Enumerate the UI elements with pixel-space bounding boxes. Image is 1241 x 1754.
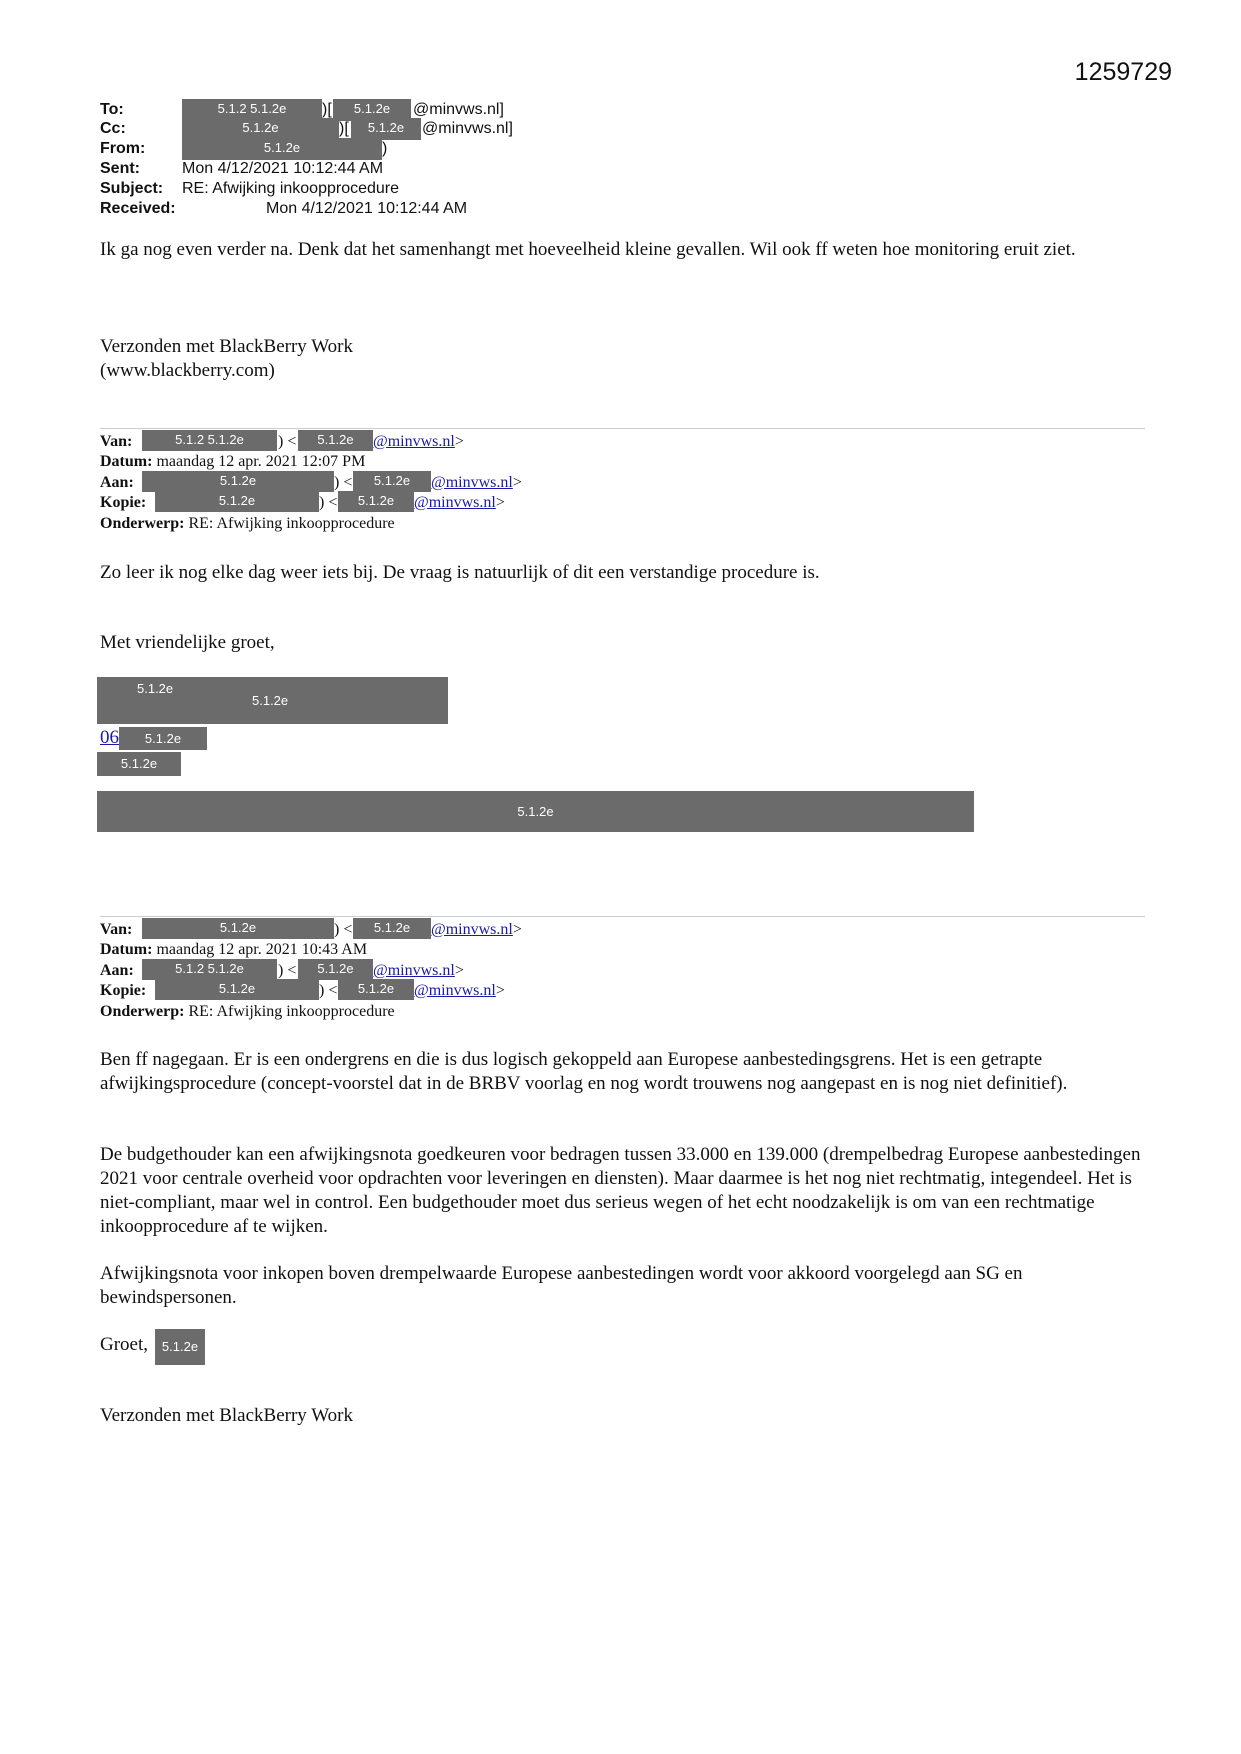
email3-kopie-email[interactable]: @minvws.nl> bbox=[414, 982, 505, 999]
email3-paragraph-2: De budgethouder kan een afwijkingsnota goedkeuren voor bedragen tussen 33.000 en 139.000 (drempelbedrag Europese aanbestedingen 2021 voor centrale overheid voor opdrachten voor leveringen en diensten). Maar daarmee is het nog niet rechtmatig, integendeel. Het is niet-compliant, maar wel in control. Een budgethouder moet dus serieus wegen of het echt noodzakelijk is om van een rechtmatige inkoopprocedure af te wijken. bbox=[100, 1144, 1141, 1237]
email3-kopie-sep: ) < bbox=[319, 982, 338, 999]
redaction: 5.1.2e bbox=[338, 979, 414, 1000]
email3-greeting: Groet, bbox=[100, 1334, 149, 1355]
email2-van-row bbox=[100, 432, 132, 452]
redaction: 5.1.2e bbox=[142, 471, 334, 492]
redaction: 5.1.2e bbox=[155, 491, 319, 512]
email1-subject-value: RE: Afwijking inkoopprocedure bbox=[182, 180, 400, 197]
email1-subject-label: Subject: bbox=[100, 180, 164, 197]
email1-sent-value: Mon 4/12/2021 10:12:44 AM bbox=[182, 160, 384, 177]
phone-prefix-row[interactable] bbox=[100, 726, 119, 750]
email3-datum-row bbox=[100, 940, 367, 960]
email1-to-label: To: bbox=[100, 101, 124, 118]
email1-to-sep: )[ bbox=[322, 101, 332, 118]
email2-aan-email[interactable]: @minvws.nl> bbox=[431, 474, 522, 491]
email2-kopie-row bbox=[100, 493, 146, 513]
email3-van-sep: ) < bbox=[334, 921, 353, 938]
redaction: 5.1.2e bbox=[142, 918, 334, 939]
email2-onderwerp-row bbox=[100, 514, 395, 534]
email2-greeting: Met vriendelijke groet, bbox=[100, 632, 275, 653]
email2-kopie-label: Kopie: bbox=[100, 494, 147, 511]
email-link[interactable]: @minvws.nl bbox=[373, 962, 455, 979]
email2-kopie-email[interactable]: @minvws.nl> bbox=[414, 494, 505, 511]
email1-from-tail: ) bbox=[382, 140, 388, 157]
email1-body: Ik ga nog even verder na. Denk dat het samenhangt met hoeveelheid kleine gevallen. Wil ook ff weten hoe monitoring eruit ziet. bbox=[100, 239, 1076, 260]
email3-aan-email[interactable]: @minvws.nl> bbox=[373, 962, 464, 979]
redaction: 5.1.2e bbox=[298, 430, 373, 451]
email3-kopie-label: Kopie: bbox=[100, 982, 147, 999]
signature-redaction-block bbox=[97, 677, 448, 724]
redaction: 5.1.2e bbox=[182, 118, 339, 140]
email2-onderwerp-label: Onderwerp: bbox=[100, 515, 185, 532]
email1-signature-line1: Verzonden met BlackBerry Work bbox=[100, 336, 353, 357]
email2-van-label: Van: bbox=[100, 433, 133, 450]
email3-signature: Verzonden met BlackBerry Work bbox=[100, 1405, 353, 1426]
redaction: 5.1.2e bbox=[97, 752, 181, 776]
email3-aan-sep: ) < bbox=[278, 962, 297, 979]
redaction: 5.1.2e bbox=[119, 727, 207, 750]
email-link[interactable]: @minvws.nl bbox=[373, 433, 455, 450]
email1-received-value: Mon 4/12/2021 10:12:44 AM bbox=[266, 200, 468, 217]
email-link[interactable]: @minvws.nl bbox=[431, 474, 513, 491]
email1-sent-label: Sent: bbox=[100, 160, 140, 177]
email3-van-email[interactable]: @minvws.nl> bbox=[431, 921, 522, 938]
phone-link[interactable]: 06 bbox=[100, 727, 119, 748]
email1-cc-tail: @minvws.nl] bbox=[422, 120, 513, 137]
redaction: 5.1.2 5.1.2e bbox=[142, 430, 277, 451]
email3-onderwerp-value: RE: Afwijking inkoopprocedure bbox=[188, 1003, 395, 1020]
email3-datum-label: Datum: bbox=[100, 941, 153, 958]
email-link[interactable]: @minvws.nl bbox=[414, 494, 496, 511]
email2-van-sep: ) < bbox=[278, 433, 297, 450]
email-link[interactable]: @minvws.nl bbox=[414, 982, 496, 999]
redaction: 5.1.2e bbox=[333, 99, 411, 121]
redaction: 5.1.2e bbox=[353, 471, 431, 492]
email3-datum-value: maandag 12 apr. 2021 10:43 AM bbox=[156, 941, 368, 958]
document-id: 1259729 bbox=[1074, 58, 1172, 86]
email3-onderwerp-row bbox=[100, 1002, 395, 1022]
email3-aan-row bbox=[100, 961, 134, 981]
redaction: 5.1.2e bbox=[155, 979, 319, 1000]
email1-to-tail: @minvws.nl] bbox=[413, 101, 504, 118]
email3-paragraph-1: Ben ff nagegaan. Er is een ondergrens en die is dus logisch gekoppeld aan Europese aanbestedingsgrens. Het is een getrapte afwijkingsprocedure (concept-voorstel dat in de BRBV voorlag en nog wordt trouwens nog aangepast en is nog niet definitief). bbox=[100, 1049, 1068, 1094]
email-link[interactable]: @minvws.nl bbox=[431, 921, 513, 938]
email2-datum-value: maandag 12 apr. 2021 12:07 PM bbox=[156, 453, 366, 470]
email3-aan-label: Aan: bbox=[100, 962, 134, 979]
email1-from-label: From: bbox=[100, 140, 146, 157]
redaction: 5.1.2e bbox=[351, 118, 421, 140]
email2-datum-row bbox=[100, 452, 365, 472]
email2-aan-row bbox=[100, 473, 134, 493]
email3-onderwerp-label: Onderwerp: bbox=[100, 1003, 185, 1020]
email1-cc-sep: )[ bbox=[339, 120, 349, 137]
email2-body: Zo leer ik nog elke dag weer iets bij. De vraag is natuurlijk of dit een verstandige procedure is. bbox=[100, 562, 820, 583]
email1-signature-line2: (www.blackberry.com) bbox=[100, 360, 275, 381]
email3-kopie-row bbox=[100, 981, 146, 1001]
email1-received-label: Received: bbox=[100, 200, 176, 217]
email3-paragraph-3: Afwijkingsnota voor inkopen boven drempelwaarde Europese aanbestedingen wordt voor akkoord voorgelegd aan SG en bewindspersonen. bbox=[100, 1263, 1023, 1308]
redaction: 5.1.2 5.1.2e bbox=[142, 959, 277, 980]
email2-aan-sep: ) < bbox=[334, 474, 353, 491]
redaction: 5.1.2e bbox=[137, 681, 174, 696]
redaction: 5.1.2e bbox=[97, 791, 974, 832]
redaction: 5.1.2e bbox=[155, 1329, 205, 1365]
redaction: 5.1.2 5.1.2e bbox=[182, 99, 322, 121]
separator bbox=[100, 428, 1145, 429]
email2-aan-label: Aan: bbox=[100, 474, 134, 491]
redaction: 5.1.2e bbox=[338, 491, 414, 512]
redaction: 5.1.2e bbox=[182, 138, 382, 160]
email2-datum-label: Datum: bbox=[100, 453, 153, 470]
email3-van-label: Van: bbox=[100, 921, 133, 938]
email2-onderwerp-value: RE: Afwijking inkoopprocedure bbox=[188, 515, 395, 532]
email2-kopie-sep: ) < bbox=[319, 494, 338, 511]
email1-cc-label: Cc: bbox=[100, 120, 126, 137]
redaction: 5.1.2e bbox=[298, 959, 373, 980]
separator bbox=[100, 916, 1145, 917]
redaction: 5.1.2e bbox=[353, 918, 431, 939]
email3-van-row bbox=[100, 920, 132, 940]
redaction: 5.1.2e bbox=[252, 693, 289, 708]
email2-van-email[interactable]: @minvws.nl> bbox=[373, 433, 464, 450]
